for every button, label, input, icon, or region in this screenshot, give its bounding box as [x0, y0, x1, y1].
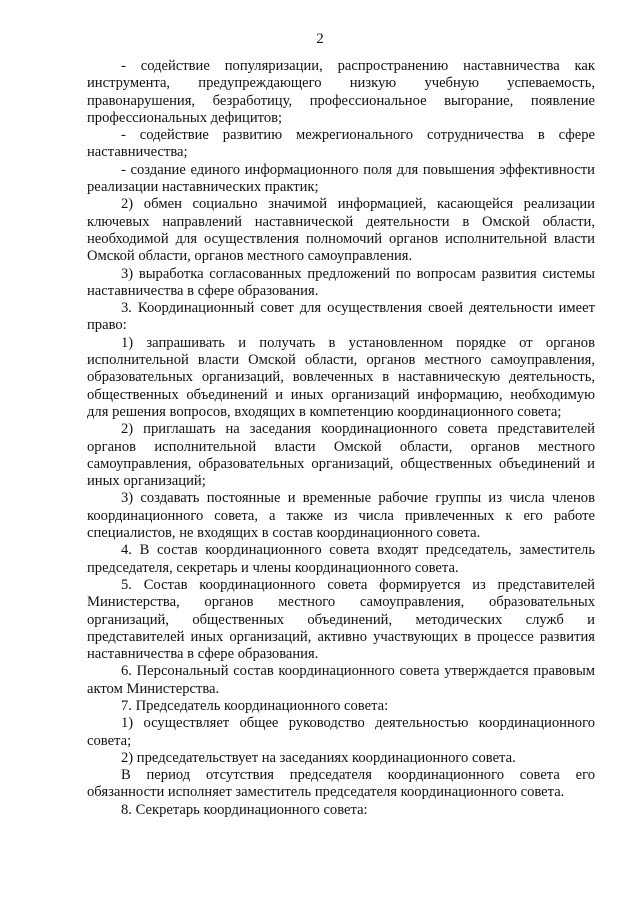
- paragraph: 2) председательствует на заседаниях координационного совета.: [121, 749, 516, 766]
- paragraph: 2) обмен социально значимой информацией, касающейся реализации ключевых направлений наставнической деятельности в Омской области, необходимой для осуществления полномочий органов исполнительной власти Омской области, органов местного самоуправления.: [87, 196, 595, 265]
- paragraph: 1) осуществляет общее руководство деятельностью координационного совета;: [87, 715, 595, 749]
- paragraph: 2) приглашать на заседания координационного совета представителей органов исполнительной власти Омской области, органов местного самоуправления, образовательных организаций, общественных объединений и иных организаций;: [87, 421, 595, 490]
- paragraph: 3. Координационный совет для осуществления своей деятельности имеет право:: [87, 300, 595, 334]
- paragraph: В период отсутствия председателя координационного совета его обязанности исполняет заместитель председателя координационного совета.: [87, 767, 595, 801]
- paragraph: 3) создавать постоянные и временные рабочие группы из числа членов координационного совета, а также из числа привлеченных к его работе специалистов, не входящих в состав координационного совета.: [87, 490, 595, 542]
- paragraph: 4. В состав координационного совета входят председатель, заместитель председателя, секретарь и члены координационного совета.: [87, 542, 595, 576]
- paragraph: 7. Председатель координационного совета:: [121, 697, 389, 714]
- paragraph: 3) выработка согласованных предложений по вопросам развития системы наставничества в сфере образования.: [87, 265, 595, 299]
- paragraph: - содействие популяризации, распространению наставничества как инструмента, предупреждающего низкую учебную успеваемость, правонарушения, безработицу, профессиональное выгорание, появление профессиональных дефицитов;: [87, 58, 595, 126]
- paragraph: 6. Персональный состав координационного совета утверждается правовым актом Министерства.: [87, 663, 595, 697]
- page-number: 2: [316, 31, 324, 47]
- paragraph: 1) запрашивать и получать в установленном порядке от органов исполнительной власти Омской области, органов местного самоуправления, образовательных организаций, вовлеченных в наставническую деятельность, общественных объединений и иных организаций информацию, необходимую для решения вопросов, входящих в компетенцию координационного совета;: [87, 334, 595, 420]
- paragraph: - содействие развитию межрегионального сотрудничества в сфере наставничества;: [87, 127, 595, 161]
- paragraph: 8. Секретарь координационного совета:: [121, 801, 368, 818]
- document-body: [87, 58, 595, 819]
- paragraph: 5. Состав координационного совета формируется из представителей Министерства, органов местного самоуправления, образовательных организаций, общественных объединений, методических служб и представителей иных организаций, активно участвующих в процессе развития наставничества в сфере образования.: [87, 576, 595, 663]
- paragraph: - создание единого информационного поля для повышения эффективности реализации наставнических практик;: [87, 161, 595, 196]
